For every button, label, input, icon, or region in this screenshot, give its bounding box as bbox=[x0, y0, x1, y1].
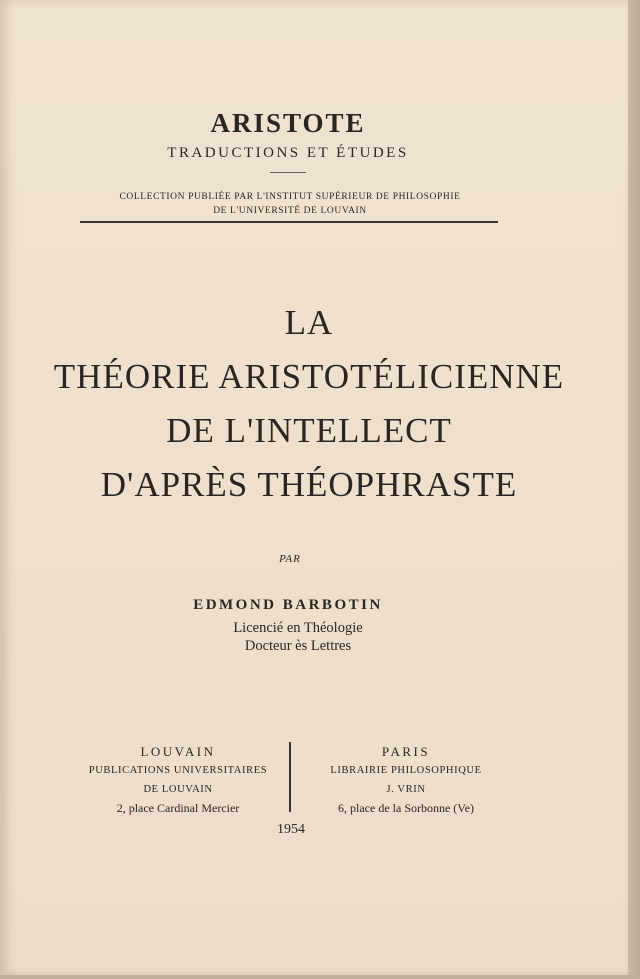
publisher-louvain bbox=[68, 742, 288, 818]
title-line: LA bbox=[284, 303, 334, 342]
page-edge-bottom bbox=[0, 975, 640, 979]
collection-line-2: DE L'UNIVERSITÉ DE LOUVAIN bbox=[213, 206, 367, 216]
page-edge bbox=[628, 0, 640, 979]
publication-year: 1954 bbox=[277, 822, 305, 837]
collection-line-1: COLLECTION PUBLIÉE PAR L'INSTITUT SUPÉRIEUR DE PHILOSOPHIE bbox=[119, 192, 461, 202]
publisher-paris bbox=[296, 742, 516, 818]
publisher-address: 2, place Cardinal Mercier bbox=[116, 801, 240, 815]
title-line: DE L'INTELLECT bbox=[166, 411, 452, 450]
book-title bbox=[20, 296, 598, 512]
publisher-divider bbox=[289, 742, 291, 812]
publisher-line: DE LOUVAIN bbox=[143, 784, 213, 795]
publisher-address: 6, place de la Sorbonne (Ve) bbox=[338, 801, 474, 815]
collection-note bbox=[80, 190, 500, 218]
title-line: THÉORIE ARISTOTÉLICIENNE bbox=[53, 357, 565, 396]
publisher-line: PUBLICATIONS UNIVERSITAIRES bbox=[88, 765, 268, 776]
publisher-city: LOUVAIN bbox=[140, 744, 216, 759]
header-rule bbox=[80, 221, 498, 223]
series-title: ARISTOTE bbox=[210, 108, 366, 138]
publisher-line: J. VRIN bbox=[386, 784, 426, 795]
author-name: EDMOND BARBOTIN bbox=[193, 597, 383, 613]
by-label: PAR bbox=[279, 553, 301, 565]
author-degree-2: Docteur ès Lettres bbox=[244, 638, 352, 654]
publisher-city: PARIS bbox=[381, 744, 431, 759]
title-line: D'APRÈS THÉOPHRASTE bbox=[100, 465, 518, 504]
short-rule bbox=[270, 172, 306, 173]
publisher-line: LIBRAIRIE PHILOSOPHIQUE bbox=[330, 765, 482, 776]
author-degree-1: Licencié en Théologie bbox=[233, 620, 363, 636]
series-subtitle: TRADUCTIONS ET ÉTUDES bbox=[167, 145, 409, 161]
